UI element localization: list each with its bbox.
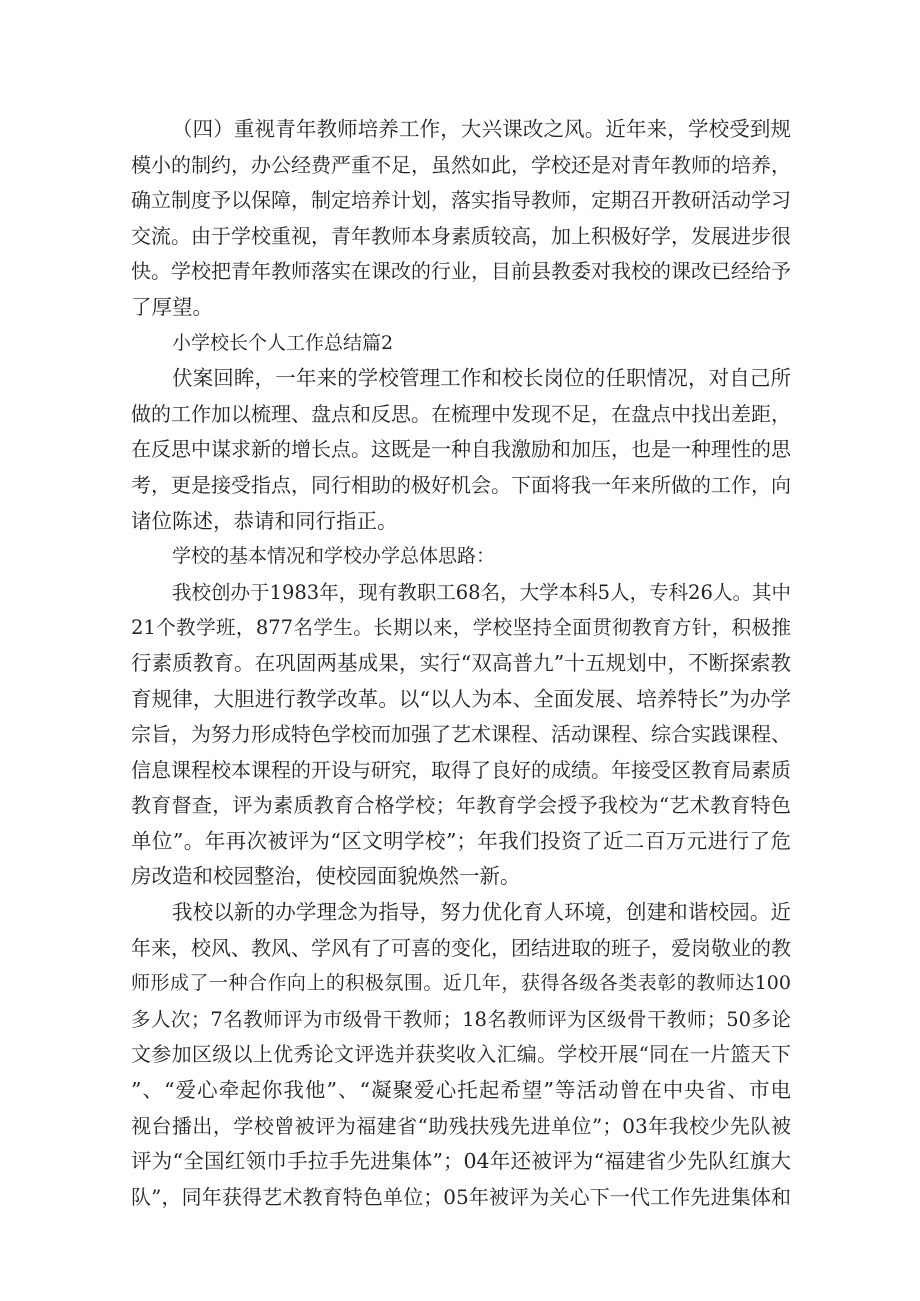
text-line: 年来，校风、教风、学风有了可喜的变化，团结进取的班子，爱岗敬业的教 (131, 935, 791, 960)
text-line: 交流。由于学校重视，青年教师本身素质较高，加上积极好学，发展进步很 (131, 223, 791, 248)
text-line: （四）重视青年教师培养工作，大兴课改之风。近年来，学校受到规 (172, 117, 791, 141)
text-line: 宗旨，为努力形成特色学校而加强了艺术课程、活动课程、综合实践课程、 (131, 722, 791, 747)
text-line: 信息课程校本课程的开设与研究，取得了良好的成绩。年接受区教育局素质 (131, 757, 791, 782)
text-line: 做的工作加以梳理、盘点和反思。在梳理中发现不足，在盘点中找出差距， (131, 401, 791, 426)
text-line: 在反思中谋求新的增长点。这既是一种自我激励和加压，也是一种理性的思 (131, 437, 791, 462)
text-line: 教育督查，评为素质教育合格学校；年教育学会授予我校为“艺术教育特色 (131, 793, 791, 818)
text-line: 育规律，大胆进行教学改革。以“以人为本、全面发展、培养特长”为办学 (131, 686, 791, 711)
text-line: 了厚望。 (131, 294, 213, 319)
text-line: ”、“爱心牵起你我他”、“凝聚爱心托起希望”等活动曾在中央省、市电 (131, 1078, 791, 1103)
document-body (131, 112, 791, 1215)
text-line: 确立制度予以保障，制定培养计划，落实指导教师，定期召开教研活动学习 (131, 188, 791, 213)
text-line: 房改造和校园整治，使校园面貌焕然一新。 (131, 864, 521, 889)
text-line: 快。学校把青年教师落实在课改的行业，目前县教委对我校的课改已经给予 (131, 259, 791, 284)
section-heading: 学校的基本情况和学校办学总体思路： (172, 545, 496, 568)
text-line: 师形成了一种合作向上的积极氛围。近几年，获得各级各类表彰的教师达100 (131, 972, 791, 995)
text-line: 21个教学班，877名学生。长期以来，学校坚持全面贯彻教育方针，积极推 (131, 616, 791, 640)
text-line: 我校创办于1983年，现有教职工68名，大学本科5人，专科26人。其中 (172, 580, 791, 604)
text-line: 视台播出，学校曾被评为福建省“助残扶残先进单位”；03年我校少先队被 (131, 1113, 791, 1138)
text-line: 考，更是接受指点，同行相助的极好机会。下面将我一年来所做的工作，向 (131, 472, 791, 497)
text-line: 行素质教育。在巩固两基成果，实行“双高普九”十五规划中，不断探索教 (131, 650, 791, 675)
text-line: 队”，同年获得艺术教育特色单位；05年被评为关心下一代工作先进集体和 (131, 1184, 791, 1209)
section-heading: 小学校长个人工作总结篇2 (172, 331, 394, 354)
text-line: 单位”。年再次被评为“区文明学校”；年我们投资了近二百万元进行了危 (131, 828, 791, 853)
text-line: 模小的制约，办公经费严重不足，虽然如此，学校还是对青年教师的培养， (131, 152, 791, 177)
text-line: 文参加区级以上优秀论文评选并获奖收入汇编。学校开展“同在一片篮天下 (131, 1042, 791, 1067)
text-line: 多人次；7名教师评为市级骨干教师；18名教师评为区级骨干教师；50多论 (131, 1007, 791, 1031)
text-line: 伏案回眸，一年来的学校管理工作和校长岗位的任职情况，对自己所 (172, 366, 791, 391)
text-line: 我校以新的办学理念为指导，努力优化育人环境，创建和谐校园。近 (172, 900, 791, 925)
text-line: 评为“全国红领巾手拉手先进集体”；04年还被评为“福建省少先队红旗大 (131, 1149, 791, 1174)
text-line: 诸位陈述，恭请和同行指正。 (131, 508, 398, 533)
